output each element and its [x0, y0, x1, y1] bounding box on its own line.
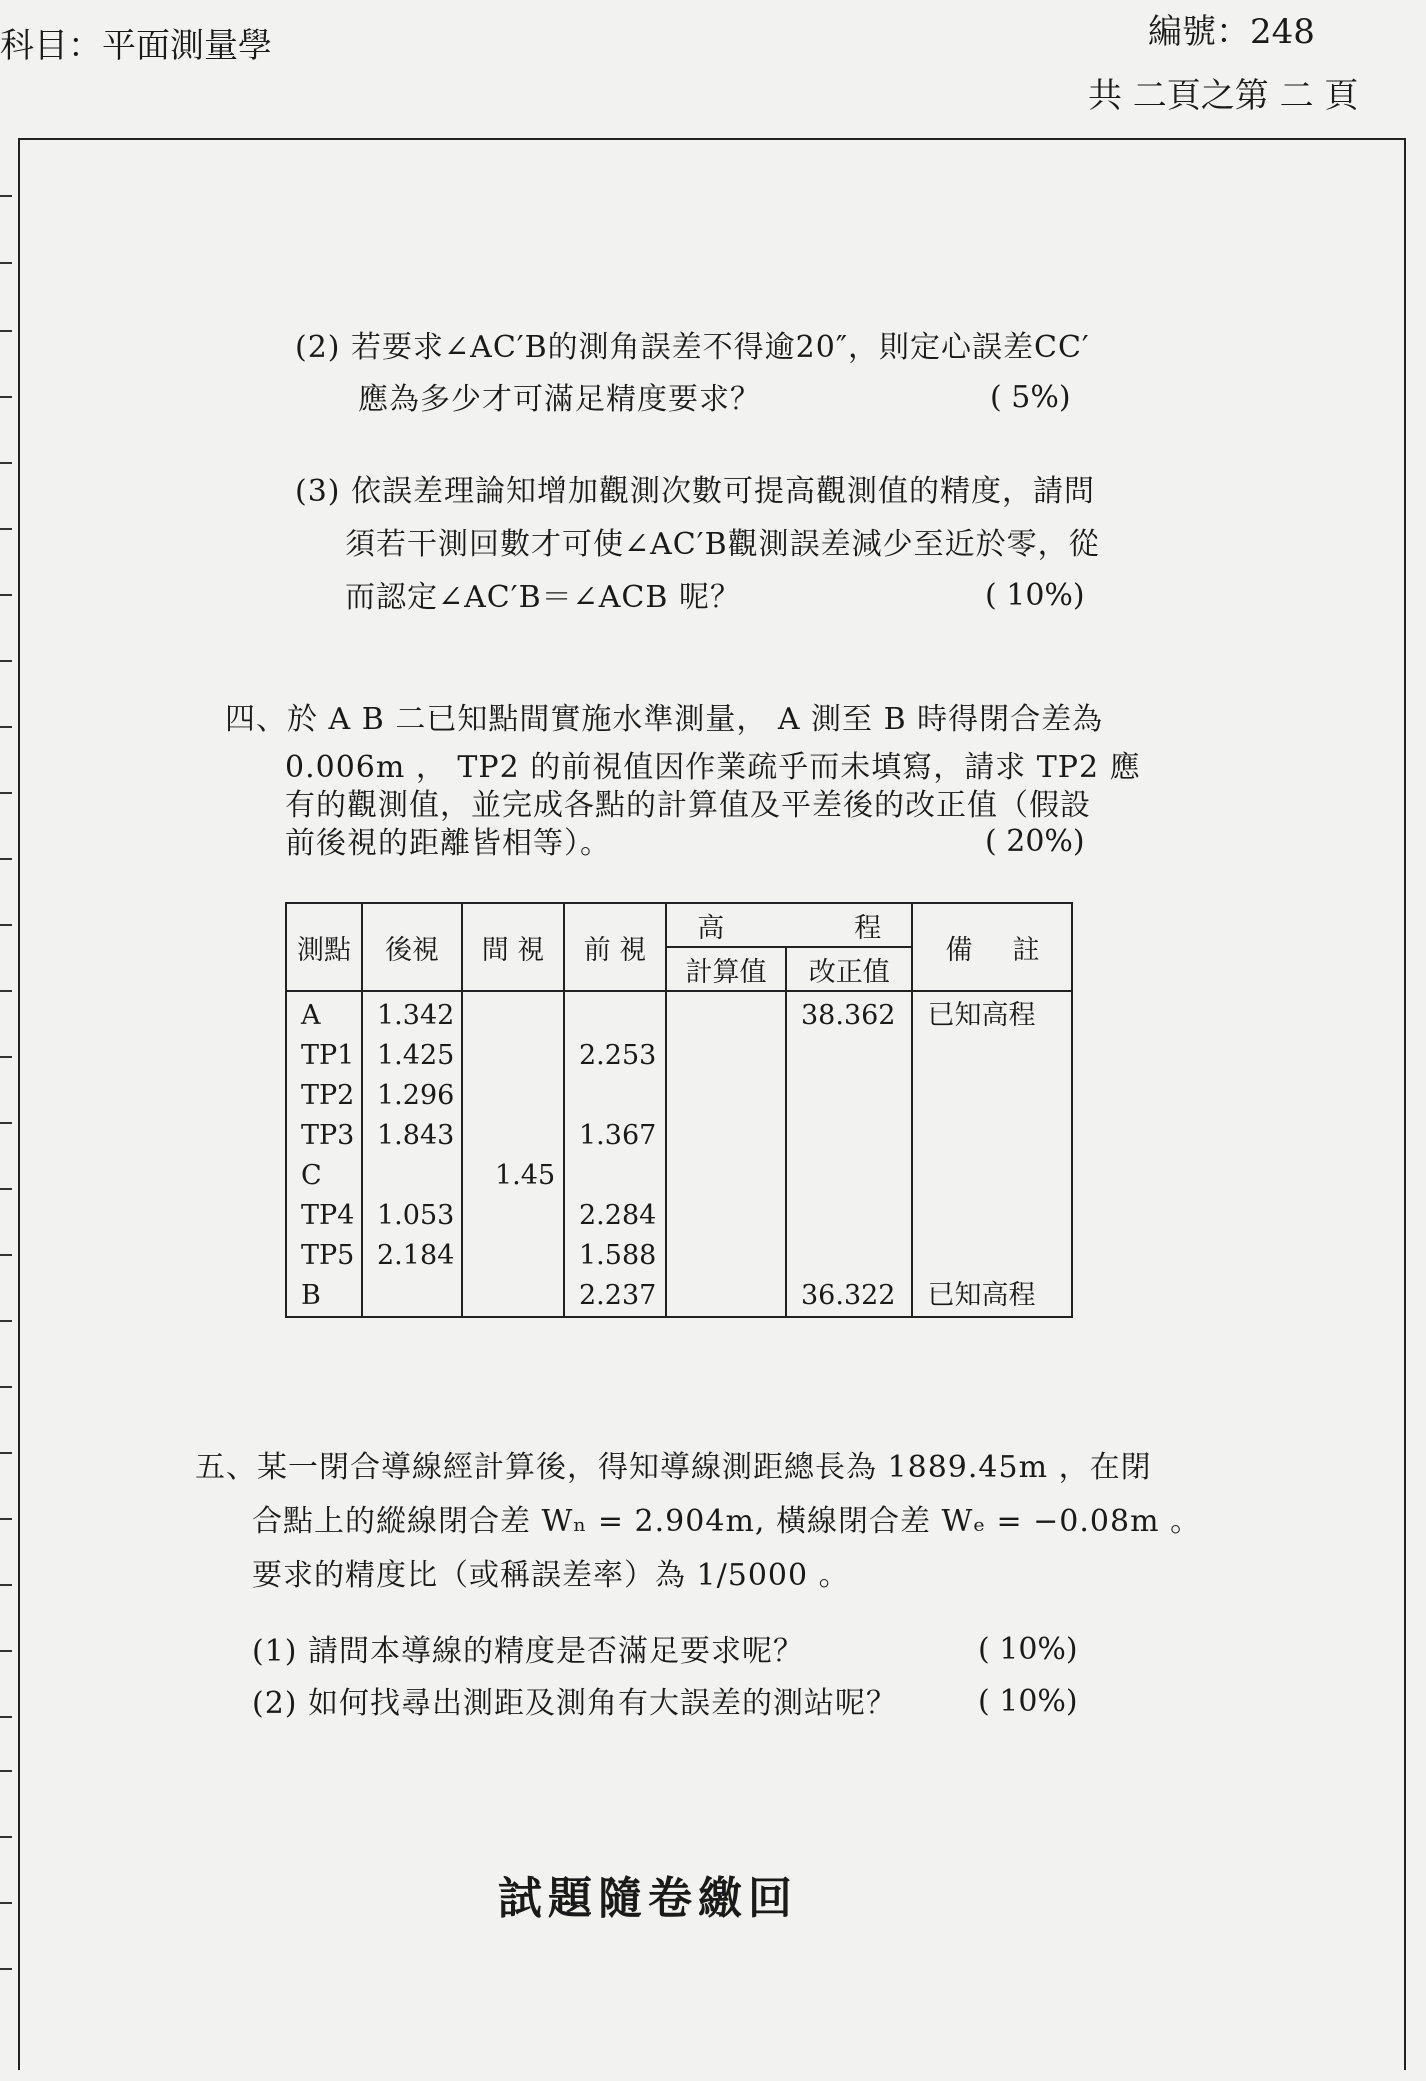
is-cell	[481, 1276, 563, 1316]
station-cell: TP5	[301, 1240, 355, 1271]
remark-cell	[913, 1116, 1071, 1156]
leveling-table	[285, 902, 1073, 1318]
calc-cell	[667, 1236, 785, 1276]
remark-header-a: 備	[945, 934, 973, 966]
corr-cell	[787, 1196, 895, 1236]
bs-cell: 1.296	[377, 1080, 455, 1111]
fs-cell: 1.367	[579, 1120, 657, 1151]
q4-line4: 前後視的距離皆相等）。	[285, 826, 611, 861]
station-cell: TP3	[301, 1120, 355, 1151]
fs-cell: 1.588	[579, 1240, 657, 1271]
is-cell	[481, 1116, 563, 1156]
q5-line2: 合點上的縱線閉合差 Wₙ = 2.904m, 橫線閉合差 Wₑ = −0.08m 。	[252, 1504, 1202, 1539]
q5-line3: 要求的精度比（或稱誤差率）為 1/5000 。	[252, 1558, 850, 1593]
q4-score: ( 20%)	[985, 824, 1085, 859]
corr-cell	[787, 1116, 895, 1156]
calc-column	[666, 991, 786, 1317]
q3-2-score: ( 5%)	[990, 380, 1071, 415]
corr-column	[786, 991, 912, 1317]
fs-cell	[565, 1156, 665, 1196]
station-cell: TP1	[301, 1040, 355, 1071]
calc-cell	[667, 1036, 785, 1076]
station-cell: TP4	[301, 1200, 355, 1231]
corr-cell	[787, 1156, 895, 1196]
remark-cell	[913, 1156, 1071, 1196]
station-cell: C	[301, 1160, 322, 1191]
calc-cell	[667, 1196, 785, 1236]
corr-cell: 36.322	[801, 1280, 896, 1311]
remark-cell	[913, 1036, 1071, 1076]
remark-cell	[913, 1196, 1071, 1236]
fs-cell: 2.284	[579, 1200, 657, 1231]
exam-code: 編號：248	[1148, 12, 1315, 52]
remark-header-b: 註	[1012, 934, 1040, 966]
elevation-header-b: 程	[854, 912, 882, 944]
is-cell	[481, 1036, 563, 1076]
remark-column	[912, 991, 1072, 1317]
q3-3-score: ( 10%)	[985, 578, 1085, 613]
fs-cell	[565, 996, 665, 1036]
bs-cell: 1.843	[377, 1120, 455, 1151]
q5-1-score: ( 10%)	[978, 1632, 1078, 1667]
remark-cell: 已知高程	[927, 1000, 1036, 1031]
station-cell: A	[301, 1000, 321, 1031]
station-column	[286, 991, 362, 1317]
q3-3-line1: (3) 依誤差理論知增加觀測次數可提高觀測值的精度，請問	[295, 474, 1096, 509]
fs-cell: 2.237	[579, 1280, 657, 1311]
bs-cell: 1.425	[377, 1040, 455, 1071]
is-cell	[481, 1196, 563, 1236]
is-cell	[481, 996, 563, 1036]
corr-cell: 38.362	[801, 1000, 896, 1031]
return-notice: 試題隨卷繳回	[498, 1873, 798, 1924]
q5-1-text: (1) 請問本導線的精度是否滿足要求呢？	[252, 1634, 805, 1669]
col-fs-header: 前 視	[564, 903, 666, 991]
bs-cell	[363, 1276, 461, 1316]
is-cell	[481, 1236, 563, 1276]
fs-cell: 2.253	[579, 1040, 657, 1071]
col-calc-header: 計算值	[666, 947, 786, 991]
calc-cell	[667, 1156, 785, 1196]
subject-label: 科目：平面測量學	[0, 26, 272, 66]
station-cell: TP2	[301, 1080, 355, 1111]
remark-cell	[913, 1236, 1071, 1276]
bs-cell: 2.184	[377, 1240, 455, 1271]
bs-cell	[363, 1156, 461, 1196]
remark-cell: 已知高程	[927, 1280, 1036, 1311]
q4-line2: 0.006m ， TP2 的前視值因作業疏乎而未填寫，請求 TP2 應	[285, 750, 1141, 785]
calc-cell	[667, 1076, 785, 1116]
q5-2-text: (2) 如何找尋出測距及測角有大誤差的測站呢？	[252, 1686, 898, 1721]
q3-3-line2: 須若干測回數才可使∠AC′B觀測誤差減少至近於零，從	[345, 527, 1100, 562]
corr-cell	[787, 1076, 895, 1116]
calc-cell	[667, 996, 785, 1036]
q4-line3: 有的觀測值，並完成各點的計算值及平差後的改正值（假設	[285, 788, 1091, 823]
corr-cell	[787, 1236, 895, 1276]
bs-cell: 1.342	[377, 1000, 455, 1031]
col-remark-header	[912, 903, 1072, 991]
q4-line1: 四、於 A B 二已知點間實施水準測量， A 測至 B 時得閉合差為	[225, 702, 1104, 737]
is-cell	[481, 1076, 563, 1116]
remark-cell	[913, 1076, 1071, 1116]
calc-cell	[667, 1116, 785, 1156]
bs-cell: 1.053	[377, 1200, 455, 1231]
bs-column	[362, 991, 462, 1317]
corr-cell	[787, 1036, 895, 1076]
q3-2-line1: (2) 若要求∠AC′B的測角誤差不得逾20″，則定心誤差CC′	[295, 330, 1090, 365]
fs-cell	[565, 1076, 665, 1116]
is-cell: 1.45	[495, 1160, 556, 1191]
elevation-header-a: 高	[697, 912, 725, 944]
col-corr-header: 改正值	[786, 947, 912, 991]
station-cell: B	[301, 1280, 321, 1311]
q5-line1: 五、某一閉合導線經計算後，得知導線測距總長為 1889.45m ，在閉	[195, 1450, 1152, 1485]
col-bs-header: 後視	[362, 903, 462, 991]
q3-2-line2: 應為多少才可滿足精度要求？	[358, 382, 761, 417]
col-is-header: 間 視	[462, 903, 564, 991]
is-column	[462, 991, 564, 1317]
col-elevation-header	[666, 903, 912, 947]
page-indicator: 共 二頁之第 二 頁	[1088, 76, 1359, 116]
q5-2-score: ( 10%)	[978, 1684, 1078, 1719]
fs-column	[564, 991, 666, 1317]
col-station-header: 測點	[286, 903, 362, 991]
calc-cell	[667, 1276, 785, 1316]
q3-3-line3: 而認定∠AC′B＝∠ACB 呢？	[345, 580, 741, 615]
